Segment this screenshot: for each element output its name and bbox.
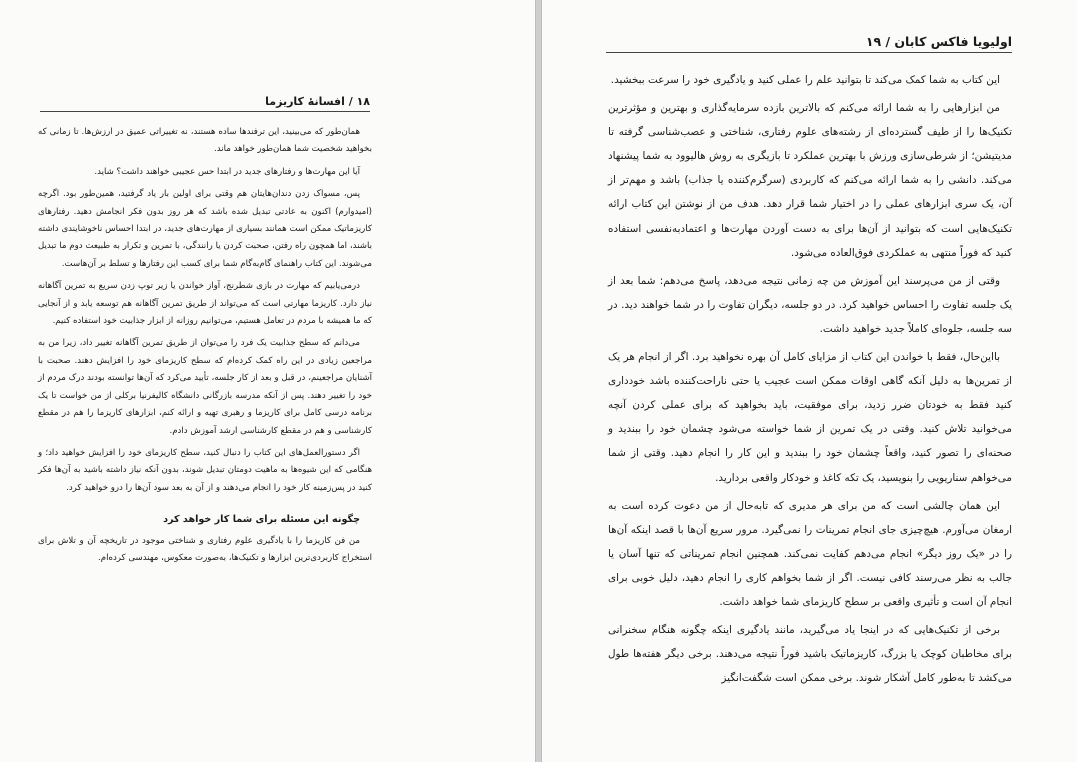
right-page xyxy=(541,0,1077,762)
right-paragraph-2: من ابزارهایی را به شما ارائه می‌کنم که بالاترین بازده سرمایه‌گذاری و بهترین و مؤثرترین تکنیک‌ها را از طیف گسترده‌ای از رشته‌های علوم رفتاری، شناختی و عصب‌شناسی گرفته تا مدیتیشن؛ از شرطی‌سازی ورزش با بهترین عملکرد تا بازیگری به روش هالیوود به شما پیشنهاد می‌کند. دانشی را به شما ارائه می‌کنم که کاربردی (سرگرم‌کننده یا جذاب) باشد و مهم‌تر از آن، یک سری ابزارهای عملی را در اختیار شما قرار دهد. هدف من از نوشتن این کتاب ارائه تکنیک‌هایی است که بتوانید از آن‌ها برای به دست آوردن مهارت‌ها و اعتمادبه‌نفسی استفاده کنید که فوراً منتهی به عملکردی فوق‌العاده می‌شود. xyxy=(608,102,1012,259)
right-body-text xyxy=(608,68,1012,694)
right-paragraph-4: بااین‌حال، فقط با خواندن این کتاب از مزایای کامل آن بهره نخواهید برد. اگر از انجام هر یک از تمرین‌ها به دلیل آنکه گاهی اوقات ممکن است عجیب یا حتی ناراحت‌کننده باشد خودداری کنید فقط به خودتان ضرر زدید، برای موفقیت، باید بخواهید که برای عملی کردن آنچه می‌خوانید تلاش کنید. وقتی در یک تمرین از شما خواسته می‌شود چشمان خود را ببندید و صحنه‌ای را تصور کنید، واقعاً چشمان خود را ببندید و این کار را انجام دهید. وقتی از شما می‌خواهم سناریویی را بنویسید، یک تکه کاغذ و خودکار واقعی بردارید. xyxy=(608,351,1012,484)
left-paragraph-4: درمی‌یابیم که مهارت در بازی شطرنج، آواز خواندن یا زیر توپ زدن سریع به تمرین آگاهانه نیاز دارد. کاریزما مهارتی است که می‌تواند از طریق تمرین آگاهانه هم توسعه یابد و از آنجایی که ما همیشه با مردم در تعامل هستیم، می‌توانیم روزانه از ابزار جذابیت خود استفاده کنیم. xyxy=(38,281,372,327)
left-paragraph-2: آیا این مهارت‌ها و رفتارهای جدید در ابتدا حس عجیبی خواهند داشت؟ شاید. xyxy=(94,166,360,177)
left-paragraph-1: همان‌طور که می‌بینید، این ترفندها ساده هستند، نه تغییراتی عمیق در ارزش‌ها. تا زمانی که بخواهید شخصیت شما همان‌طور خواهد ماند. xyxy=(38,127,372,155)
right-paragraph-1: این کتاب به شما کمک می‌کند تا بتوانید علم را عملی کنید و یادگیری خود را سرعت ببخشید. xyxy=(610,74,1000,86)
right-paragraph-5: این همان چالشی است که من برای هر مدیری که تابه‌حال از من دعوت کرده است به ارمغان می‌آورم. هیچ‌چیزی جای انجام تمرینات را نمی‌گیرد. مرور سریع آن‌ها با قصد اینکه آن‌ها را در «یک روز دیگر» انجام می‌دهم کفایت نمی‌کند. همچنین انجام تمریناتی که تنها آسان یا جالب به نظر می‌رسند کافی نیست. اگر از شما بخواهم کاری را انجام دهید، دلیل خوبی برای انجام آن است و تأثیری واقعی بر سطح کاریزمای شما خواهد داشت. xyxy=(608,499,1012,608)
left-running-head: ۱۸ / افسانهٔ کاریزما xyxy=(40,95,370,112)
left-paragraph-5: می‌دانم که سطح جذابیت یک فرد را می‌توان از طریق تمرین آگاهانه تغییر داد، زیرا من به مراجعین زیادی در این راه کمک کرده‌ام که سطح کاریزمای خود را افزایش دهند. صحبت با آشنایان مراجعینم، در قبل و بعد از کار جلسه، تأیید می‌کرد که آن‌ها توانسته بودند درک مردم از خود را تغییر دهند. پس از آنکه مدرسه بازرگانی دانشگاه کالیفرنیا برکلی از من خواست تا یک برنامه درسی کامل برای کاریزما و رهبری تهیه و ارائه کنم، ابزارهای کاریزما را هم در مقطع کارشناسی و هم در مقطع کارشناسی ارشد آموزش دادم. xyxy=(38,338,372,436)
left-paragraph-6: اگر دستورالعمل‌های این کتاب را دنبال کنید، سطح کاریزمای خود را افزایش خواهید داد؛ و هنگامی که این شیوه‌ها به ماهیت دومتان تبدیل شوند، بدون آنکه نیاز داشته باشید به آن‌ها فکر کنید در پس‌زمینه کار خود را انجام می‌دهند و از آن به بعد سود آن‌ها را درو خواهید کرد. xyxy=(38,447,372,493)
section-subheading: چگونه این مسئله برای شما کار خواهد کرد xyxy=(163,514,360,526)
left-body-text xyxy=(38,124,372,572)
right-running-head: اولیویا فاکس کابان / ۱۹ xyxy=(606,34,1012,53)
left-page xyxy=(0,0,536,762)
left-paragraph-3: پس، مسواک زدن دندان‌هایتان هم وقتی برای اولین بار یاد گرفتید، همین‌طور بود. اگرچه (امیدوارم) اکنون به عادتی تبدیل شده باشد که هر روز بدون فکر انجامش دهید. رفتارهای کاریزماتیک ممکن است همانند بسیاری از مهارت‌های جدید، در ابتدا احساس ناخوشایندی داشته باشند، اما همچون راه رفتن، صحبت کردن یا رانندگی، با تمرین و تکرار به طبیعت دوم ما تبدیل می‌شوند. این کتاب راهنمای گام‌به‌گام شما برای کسب این رفتارها و تسلط بر آن‌هاست. xyxy=(38,189,372,269)
right-paragraph-6: برخی از تکنیک‌هایی که در اینجا یاد می‌گیرید، مانند یادگیری اینکه چگونه هنگام سخنرانی برای مخاطبان کوچک یا بزرگ، کاریزماتیک باشید فوراً نتیجه می‌دهند. برخی دیگر هفته‌ها طول می‌کشد تا به‌طور کامل آشکار شوند. برخی ممکن است شگفت‌انگیز xyxy=(608,624,1012,685)
right-paragraph-3: وقتی از من می‌پرسند این آموزش من چه زمانی نتیجه می‌دهد، پاسخ می‌دهم: شما بعد از یک جلسه تفاوت را احساس خواهید کرد. در دو جلسه، دیگران تفاوت را در شما خواهند دید. در سه جلسه، جلوه‌ای کاملاً جدید خواهید داشت. xyxy=(608,274,1012,335)
left-paragraph-closing: من فن کاریزما را با یادگیری علوم رفتاری و شناختی موجود در تاریخچه آن و تلاش برای استخراج کاربردی‌ترین ابزارها و تکنیک‌ها، به‌صورت معکوس، مهندسی کرده‌ام. xyxy=(38,535,372,563)
